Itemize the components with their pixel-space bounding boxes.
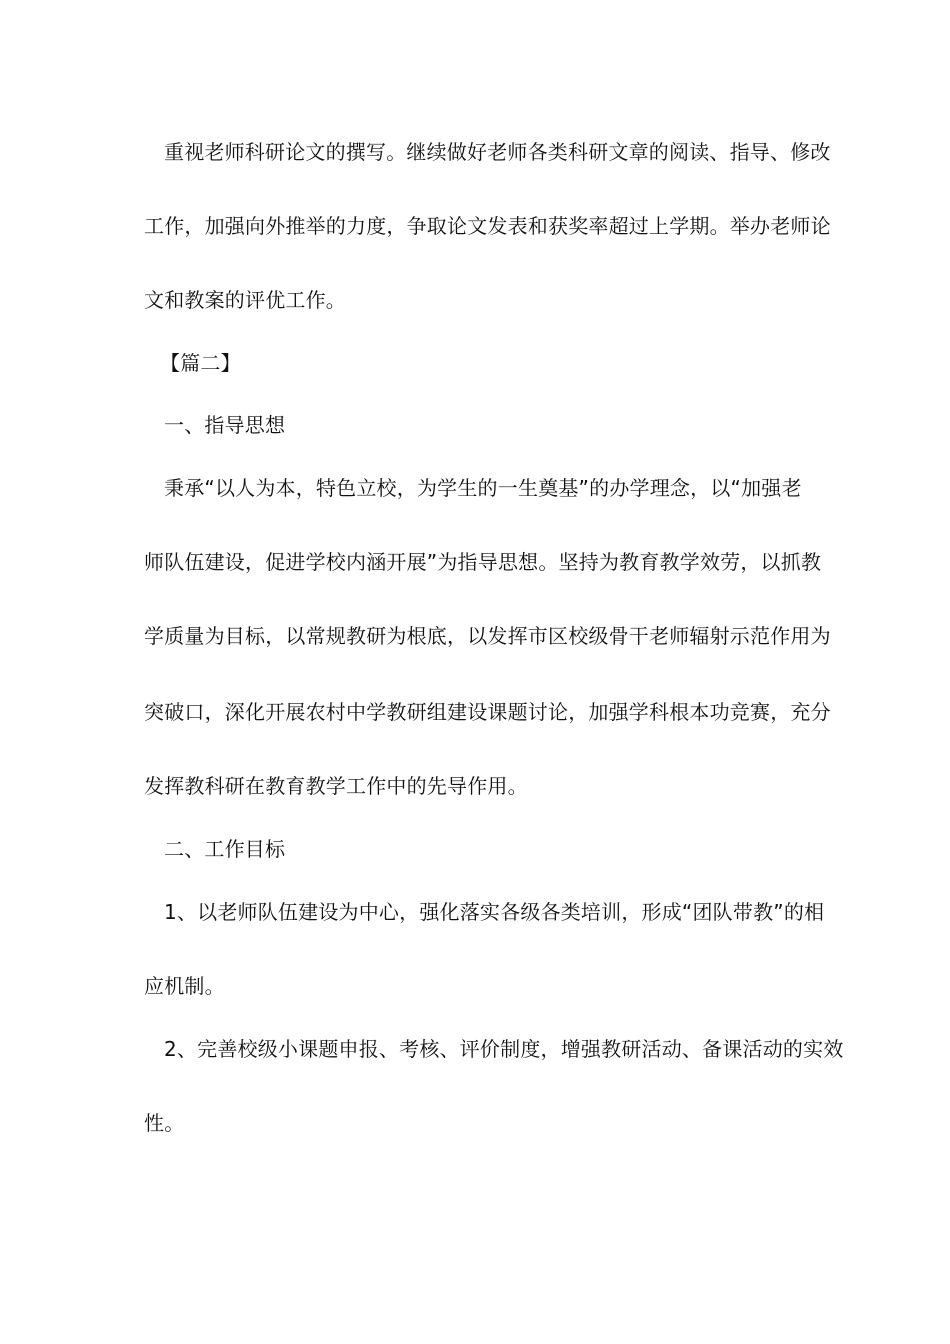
paragraph-line: 重视老师科研论文的撰写。继续做好老师各类科研文章的阅读、指导、修改: [164, 140, 831, 164]
list-item-line: 应机制。: [144, 974, 225, 998]
list-item-line: 1、以老师队伍建设为中心，强化落实各级各类培训，形成“团队带教”的相: [164, 900, 825, 924]
section-label: 【篇二】: [160, 351, 241, 375]
paragraph-line: 秉承“以人为本，特色立校，为学生的一生奠基”的办学理念，以“加强老: [164, 476, 802, 500]
paragraph-line: 学质量为目标，以常规教研为根底，以发挥市区校级骨干老师辐射示范作用为: [144, 624, 831, 648]
paragraph-line: 文和教案的评优工作。: [144, 288, 346, 312]
paragraph-line: 工作，加强向外推举的力度，争取论文发表和获奖率超过上学期。举办老师论: [144, 214, 831, 238]
paragraph-line: 师队伍建设，促进学校内涵开展”为指导思想。坚持为教育教学效劳，以抓教: [144, 550, 822, 574]
section-heading: 二、工作目标: [164, 837, 286, 861]
paragraph-line: 突破口，深化开展农村中学教研组建设课题讨论，加强学科根本功竞赛，充分: [144, 700, 831, 724]
list-item-line: 性。: [144, 1111, 185, 1135]
paragraph-line: 发挥教科研在教育教学工作中的先导作用。: [144, 774, 528, 798]
list-item-line: 2、完善校级小课题申报、考核、评价制度，增强教研活动、备课活动的实效: [164, 1037, 844, 1061]
section-heading: 一、指导思想: [164, 413, 286, 437]
